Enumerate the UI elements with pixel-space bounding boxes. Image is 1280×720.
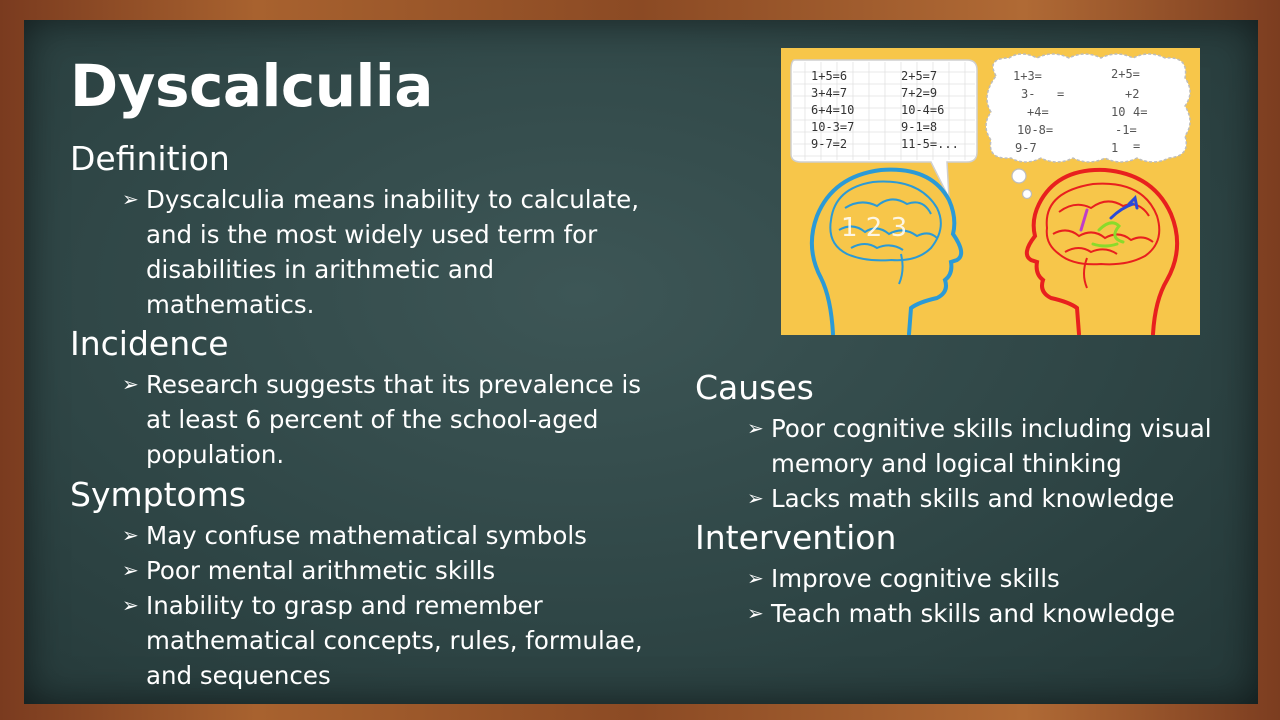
equation-text: 9-7	[1015, 141, 1037, 155]
equation-text: 7+2=9	[901, 86, 938, 100]
bullet-causes-1: ➢ Poor cognitive skills including visual memory and logical thinking	[771, 411, 1241, 481]
equation-text: 3+4=7	[811, 86, 848, 100]
equation-text: 3-	[1021, 87, 1036, 101]
bullet-arrow-icon: ➢	[122, 187, 139, 211]
bullet-incidence-1: ➢ Research suggests that its prevalence is at least 6 percent of the school-aged population.	[146, 367, 666, 472]
bullet-arrow-icon: ➢	[747, 486, 764, 510]
bullet-intervention-2: ➢ Teach math skills and knowledge	[771, 596, 1241, 631]
equation-text: 1+3=	[1013, 69, 1042, 83]
bullet-arrow-icon: ➢	[747, 566, 764, 590]
equation-text: 2+5=7	[901, 69, 938, 83]
equation-text: 11-5=...	[901, 137, 959, 151]
equation-text: +4=	[1027, 105, 1049, 119]
heading-intervention: Intervention	[695, 518, 897, 557]
bullet-symptoms-3: ➢ Inability to grasp and remember mathematical concepts, rules, formulae, and sequences	[146, 588, 666, 693]
brain-illustration-svg	[781, 48, 1200, 335]
brain-numbers-label: 1 2 3	[841, 213, 908, 243]
equation-text: 10	[1111, 105, 1126, 119]
equation-text: 2+5=	[1111, 67, 1140, 81]
equation-text: 1	[1111, 141, 1119, 155]
equation-text: 6+4=10	[811, 103, 855, 117]
heading-incidence: Incidence	[70, 324, 229, 363]
chalkboard	[24, 20, 1258, 704]
bullet-definition-1: ➢ Dyscalculia means inability to calculate, and is the most widely used term for disabilities in arithmetic and mathematics.	[146, 182, 666, 322]
dyscalculia-illustration	[781, 48, 1200, 335]
equation-text: -1=	[1115, 123, 1137, 137]
equation-text: 4=	[1133, 105, 1148, 119]
heading-definition: Definition	[70, 139, 230, 178]
equation-text: 1+5=6	[811, 69, 848, 83]
equation-text: 9-1=8	[901, 120, 938, 134]
equation-text: =	[1057, 87, 1065, 101]
equation-text: 9-7=2	[811, 137, 848, 151]
heading-symptoms: Symptoms	[70, 475, 247, 514]
bullet-arrow-icon: ➢	[122, 593, 139, 617]
bullet-arrow-icon: ➢	[122, 558, 139, 582]
bullet-arrow-icon: ➢	[747, 416, 764, 440]
bullet-causes-2: ➢ Lacks math skills and knowledge	[771, 481, 1241, 516]
heading-causes: Causes	[695, 368, 814, 407]
equation-text: +2	[1125, 87, 1140, 101]
equation-text: 10-8=	[1017, 123, 1054, 137]
equation-text: =	[1133, 139, 1141, 153]
bullet-symptoms-2: ➢ Poor mental arithmetic skills	[146, 553, 666, 588]
bullet-intervention-1: ➢ Improve cognitive skills	[771, 561, 1241, 596]
bullet-arrow-icon: ➢	[122, 523, 139, 547]
equation-text: 10-4=6	[901, 103, 945, 117]
bullet-symptoms-1: ➢ May confuse mathematical symbols	[146, 518, 666, 553]
bullet-arrow-icon: ➢	[122, 372, 139, 396]
bullet-arrow-icon: ➢	[747, 601, 764, 625]
equation-text: 10-3=7	[811, 120, 855, 134]
slide-title: Dyscalculia	[70, 52, 433, 120]
